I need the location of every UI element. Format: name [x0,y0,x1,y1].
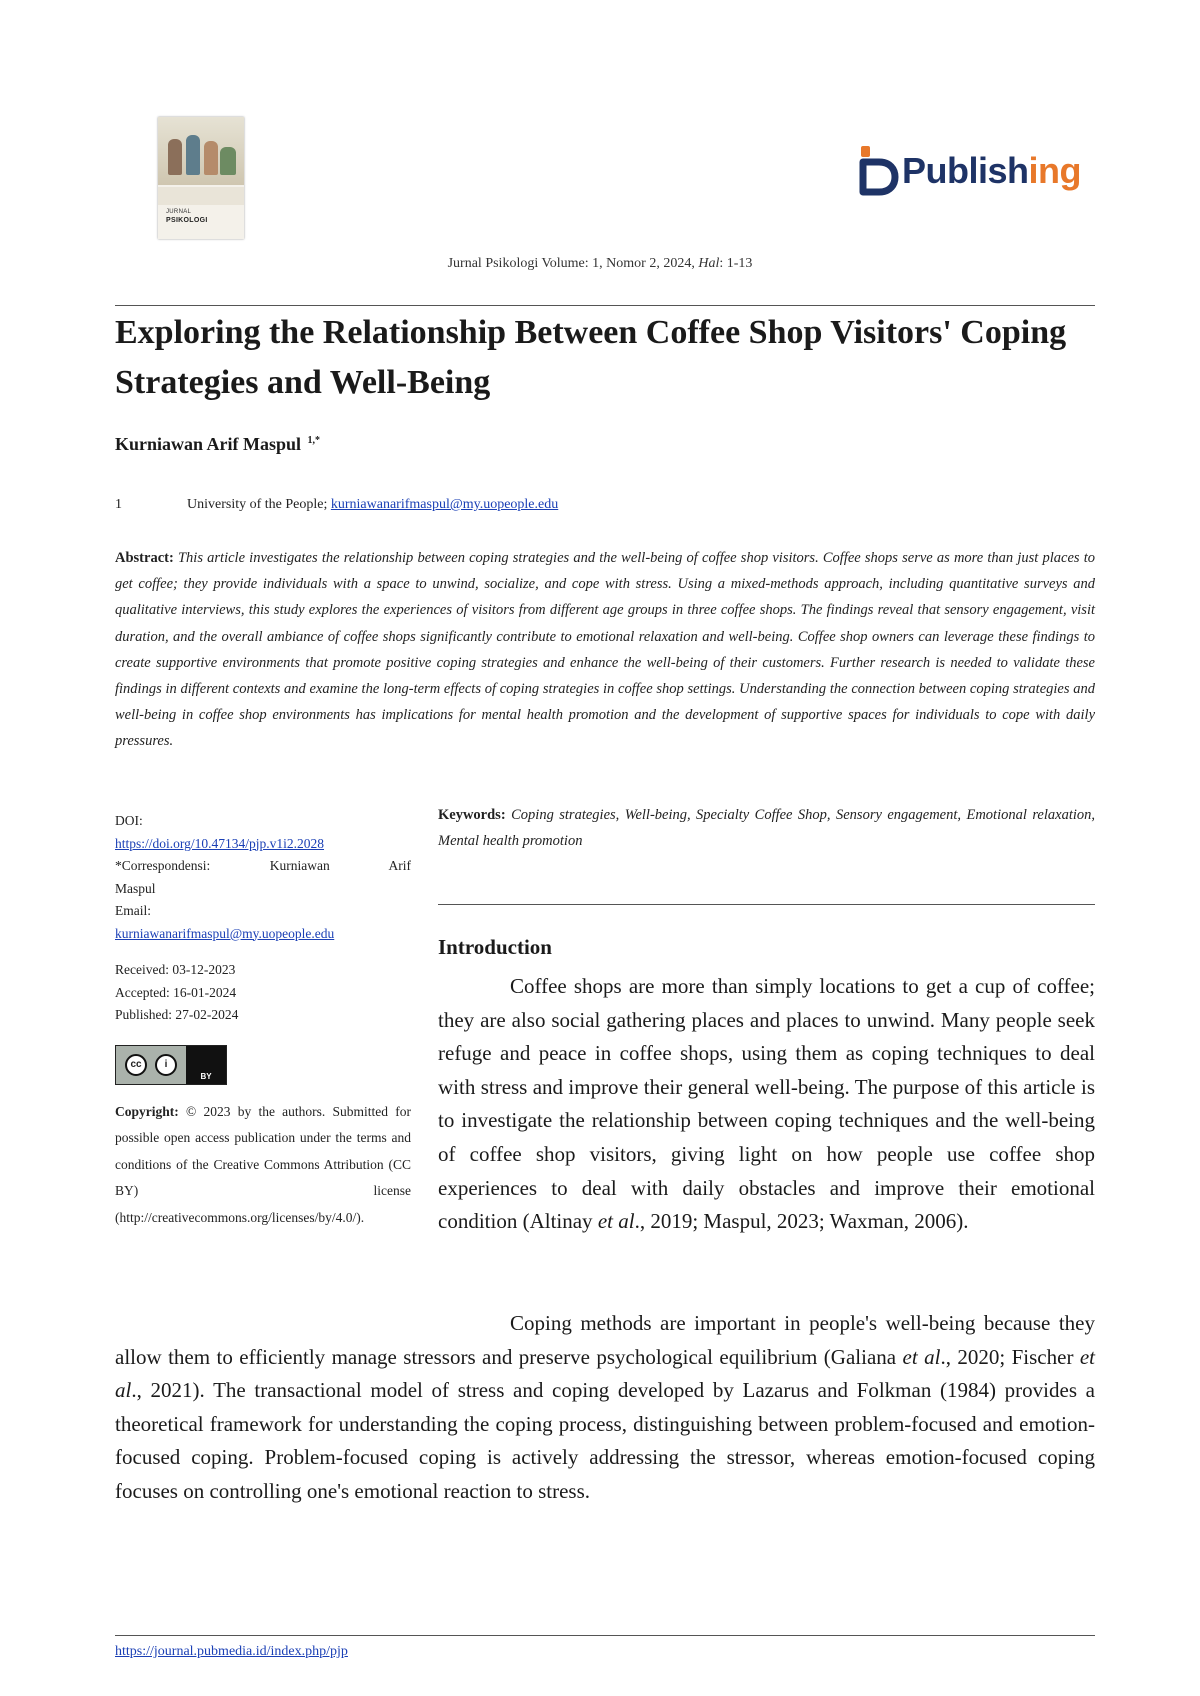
keywords [438,802,1095,854]
keywords-text: Coping strategies, Well-being, Specialty Coffee Shop, Sensory engagement, Emotional relaxation, Mental health promotion [438,807,1096,849]
cc-badge-by-label: BY [186,1046,226,1084]
abstract [115,545,1095,755]
p1-etal: et al [597,1209,635,1234]
publisher-logo-mark-icon [855,144,899,198]
accepted-date: Accepted: 16-01-2024 [115,984,237,1000]
attribution-icon: i [155,1054,177,1076]
email-label: Email: [115,903,151,918]
copyright-label: Copyright: [115,1103,179,1119]
publisher-logo-text [902,150,1081,192]
p2-text-a: Coping methods are important in people's well-being because they allow them to efficiently manage stressors and preserve psychological equilibrium (Galiana [115,1311,1095,1369]
correspondence-line2: Maspul [115,880,156,896]
p1-text: Coffee shops are more than simply locations to get a cup of coffee; they are also social gathering places and places to unwind. Many people seek refuge and peace in coffee shops, using them as coping techniques to deal with stress and improve their general well-being. The purpose of this article is to investigate the relationship between coping techniques and the well-being of coffee shop visitors, giving light on how people use coffee shop experiences to deal with daily obstacles and improve their emotional condition (Altinay [438,974,1095,1234]
journal-cover-image [158,117,244,239]
correspondence-email-link[interactable]: kurniawanarifmaspul@my.uopeople.edu [115,925,335,941]
footer-journal-link[interactable]: https://journal.pubmedia.id/index.php/pjp [115,1644,348,1659]
author-name: Kurniawan Arif Maspul [115,434,302,454]
p2-text-c: ., 2021). The transactional model of stress and coping developed by Lazarus and Folkman (1984) provides a theoretical framework for understanding the coping process, distinguishing between problem-focused and emotion-focused coping. Problem-focused coping is actively addressing the stressor, whereas emotion-focused coping focuses on controlling one's emotional reaction to stress. [115,1378,1095,1503]
journal-citation-prefix: Jurnal Psikologi Volume: 1, Nomor 2, 2024, [447,256,695,271]
copyright-text: © 2023 by the authors. Submitted for possible open access publication under the terms and conditions of the Creative Commons Attribution (CC BY) license (http://creativecommons.org/licenses/by/4.0/). [115,1103,411,1225]
keywords-divider [438,904,1095,905]
author-marks: 1,* [307,435,321,446]
correspondence-line1: *Correspondensi: Kurniawan Arif [115,858,411,873]
p2-text-b: ., 2020; Fischer [940,1344,1080,1369]
header-divider [115,305,1095,306]
copyright-notice [115,1099,411,1232]
cover-label-line1: JURNAL [166,209,192,215]
affiliation-institution: University of the People; [187,497,328,512]
abstract-label: Abstract: [115,550,174,566]
cover-figure [186,135,200,175]
p2-etal-1: et al [902,1344,941,1369]
published-date: Published: 27-02-2024 [115,1007,239,1022]
cover-figure [168,139,182,175]
cover-label-line2: PSIKOLOGI [166,217,208,224]
introduction-paragraph-1 [438,970,1095,1239]
abstract-text: This article investigates the relationship between coping strategies and the well-being of coffee shop visitors. Coffee shops serve as more than just places to get coffee; they provide individuals with a space to unwind, socialize, and cope with stress. Using a mixed-methods approach, including quantitative surveys and qualitative interviews, this study explores the experiences of visitors from different age groups in three coffee shops. The findings reveal that sensory engagement, visit duration, and the overall ambiance of coffee shops significantly contribute to emotional relaxation and well-being. Coffee shop owners can leverage these findings to create supportive environments that promote positive coping strategies and enhance the well-being of their customers. Further research is needed to validate these findings in different contexts and examine the long-term effects of coping strategies in coffee shop settings. Understanding the connection between coping strategies and well-being in coffee shop environments has implications for mental health promotion and the development of supportive spaces for individuals to cope with daily pressures. [115,550,1095,750]
article-metadata-sidebar [115,810,411,1231]
author-line [115,434,320,455]
cover-band [158,187,244,205]
creative-commons-icon: cc [125,1054,147,1076]
affiliation [115,497,558,513]
doi-label: DOI: [115,813,143,828]
p1-end: ., 2019; Maspul, 2023; Waxman, 2006). [634,1209,969,1234]
introduction-paragraph-2 [115,1307,1095,1509]
paper-title: Exploring the Relationship Between Coffee Shop Visitors' Coping Strategies and Well-Being [115,314,1067,401]
received-date: Received: 03-12-2023 [115,962,236,977]
p2-etal-2: et al [115,1344,1096,1403]
journal-pages: : 1-13 [719,256,753,271]
affiliation-email-link[interactable]: kurniawanarifmaspul@my.uopeople.edu [330,497,559,512]
doi-link[interactable]: https://doi.org/10.47134/pjp.v1i2.2028 [115,835,325,851]
cover-figure [220,147,236,175]
cover-figure [204,141,218,175]
journal-pages-label: Hal [698,256,720,271]
cc-badge-icons [116,1046,186,1084]
affiliation-number: 1 [115,497,122,512]
journal-citation-line [0,256,1200,272]
cc-by-license-badge[interactable] [115,1045,227,1085]
keywords-label: Keywords: [438,807,506,823]
publisher-logo [855,140,1081,202]
publisher-name-dark: Publish [902,150,1029,191]
footer-divider [115,1635,1095,1636]
introduction-heading: Introduction [438,935,552,959]
publisher-name-accent: ing [1028,150,1081,191]
